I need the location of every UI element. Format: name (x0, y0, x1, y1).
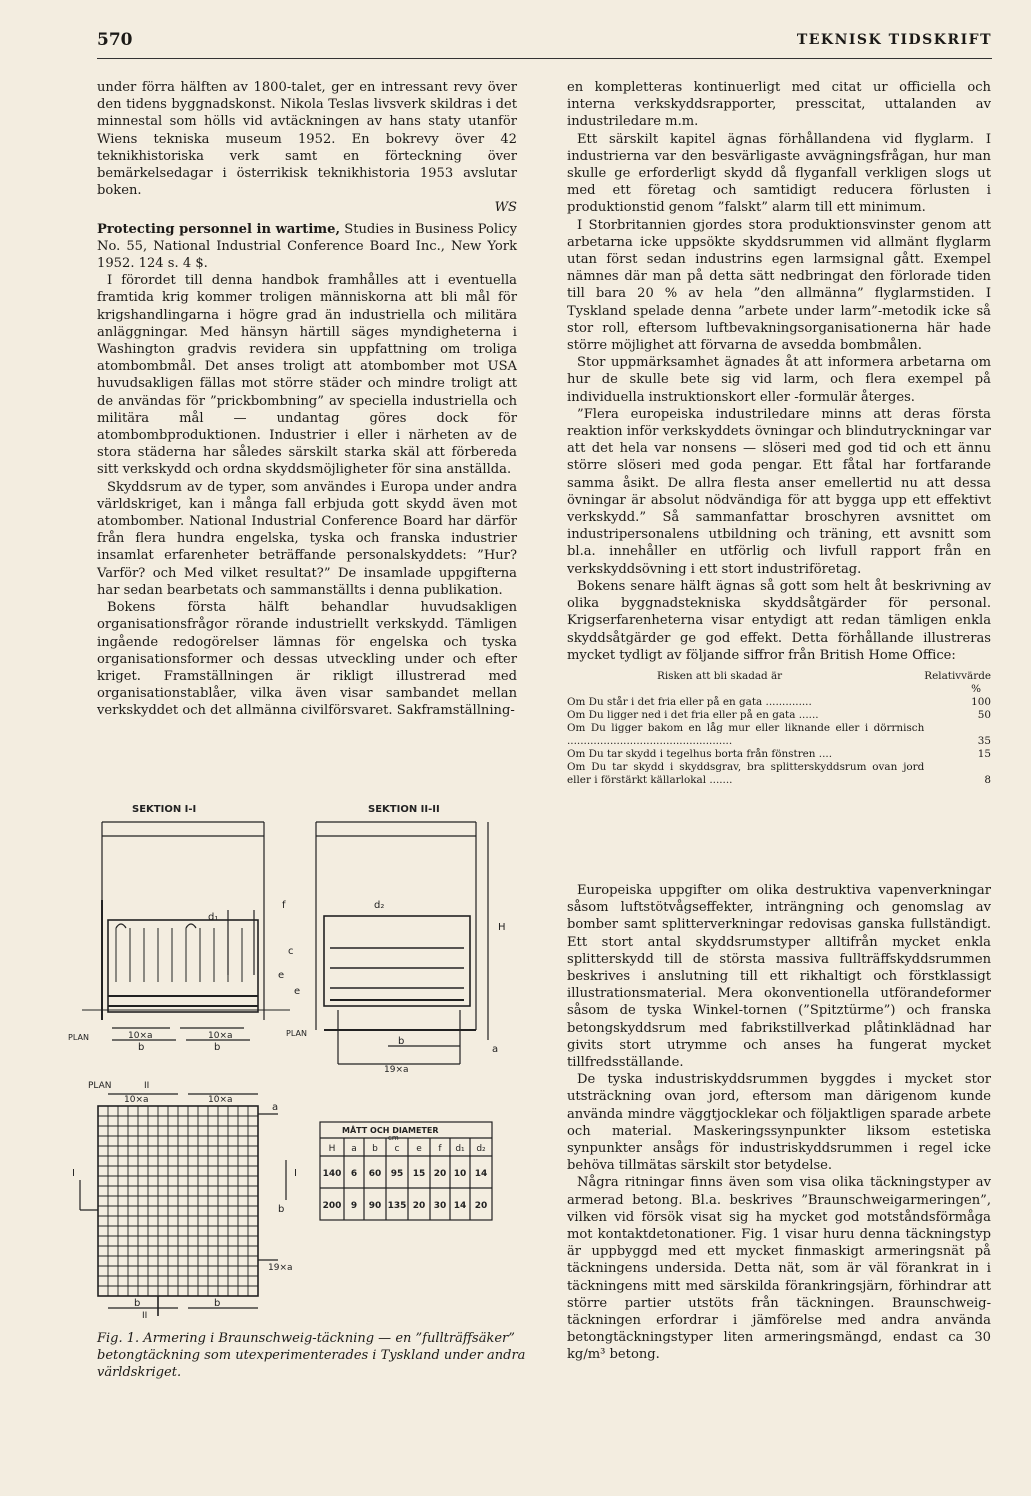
dim-table-cell: 60 (368, 1169, 382, 1179)
table-row (567, 709, 991, 722)
risk-row-label: Om Du tar skydd i skyddsgrav, bra splitterskyddsrum ovan jord eller i förstärkt källarlokal ....... (567, 760, 925, 786)
dim-10a-label-4: 10×a (208, 1095, 233, 1105)
dim-table-title: MÅTT OCH DIAMETER (342, 1126, 439, 1135)
table-row (567, 761, 991, 787)
dim-table-cells (323, 1144, 488, 1211)
review2-title: Protecting personnel in wartime, (97, 221, 341, 237)
paragraph: ”Flera europeiska industriledare minns att deras första reaktion inför verkskyddets övningar och blindutryckningar var att det hela var nonsens — slöseri med god tid och ett ännu större slöseri med goda pengar. Ett fåtal har fortfarande samma åsikt. De allra flesta anser emellertid nu att dessa övningar är absolut nödvändiga för att bygga upp ett effektivt verkskydd.” Så sammanfattar broschyren avsnittet om industripersonalens utbildning och träning, ett avsnitt som bl.a. innehåller en utförlig och livfull rapport från en verkskyddsövning i ett stort industriföretag. (567, 406, 991, 577)
section1-label: SEKTION I-I (132, 804, 197, 815)
dim-table-cell: 14 (474, 1169, 488, 1179)
reinforcement-drawing (68, 800, 530, 1322)
paragraph: Europeiska uppgifter om olika destruktiva vapenverkningar såsom luftstötvågseffekter, inträngning och genomslag av bomber samt splitterverkningar redovisas ganska fullständigt. Ett stort antal skyddsrumstyper alltifrån mycket enkla splitterskydd till de största massiva fullträffskyddsrummen beskrives i anslutning till ett rikhaltigt och förstklassigt illustrationsmaterial. Mera okonventionella utförandeformer såsom de tyska Winkel-tornen (”Spitztürme”) och franska betongskyddsrum med fabrikstillverkad plåtinklädnad har givits stort utrymme och anses ha fungerat mycket tillfredsställande. (567, 883, 991, 1071)
risk-row-label: Om Du ligger ned i det fria eller på en gata ...... (567, 708, 819, 721)
paragraph: Några ritningar finns även som visa olika täckningstyper av armerad betong. Bl.a. beskrives ”Braunschweigarmeringen”, vilken vid försök visat sig ha mycket god motståndsförmåga mot kontaktdetonationer. Fig. 1 visar huru denna täckningstyp är uppbyggd med ett mycket finmaskigt armeringsnät på täckningens undersida. Detta nät, som är väl förankrat in i täckningens mitt med särskilda förankringsjärn, förhindrar att större partier utstöts från täckningen. Braunschweig-täckningen erfordrar i jämförelse med andra använda betongtäckningstyper liten armeringsmängd, endast ca 30 kg/m³ betong. (567, 1175, 991, 1363)
dim-f-label: f (282, 900, 286, 911)
dim-table-cell: 20 (474, 1201, 488, 1211)
dim-table-cell: 9 (350, 1201, 358, 1211)
dim-e-label: e (278, 970, 285, 981)
risk-row-value: 100 (971, 695, 991, 708)
dim-table-header-cell: c (394, 1144, 400, 1154)
review1-signature: WS (494, 200, 517, 216)
figure-1 (68, 800, 530, 1322)
dim-table-cell: 90 (368, 1201, 382, 1211)
page-header (97, 30, 992, 56)
dim-b-label-6: b (214, 1298, 221, 1309)
caption-label: Fig. 1. (97, 1331, 140, 1346)
table-row (567, 722, 991, 748)
dim-c-label: c (288, 946, 294, 957)
dim-10a-label-3: 10×a (124, 1095, 149, 1105)
paragraph: Bokens senare hälft ägnas så gott som helt åt beskrivning av olika byggnadstekniska skyddsåtgärder för personal. Krigserfarenheterna visar entydigt att redan tämligen enkla skyddsåtgärder ge god effekt. Detta förhållande illustreras mycket tydligt av följande siffror från British Home Office: (567, 578, 991, 663)
dim-table-cell: 135 (387, 1201, 407, 1211)
roman-II-label-bottom: II (142, 1311, 148, 1321)
page-number: 570 (97, 30, 133, 50)
risk-row-label: Om Du står i det fria eller på en gata .............. (567, 695, 812, 708)
plan-label-grid: PLAN (88, 1081, 112, 1091)
journal-title: TEKNISK TIDSKRIFT (796, 32, 992, 48)
dim-b-label-3: b (398, 1036, 405, 1047)
dim-a-label-1: a (492, 1044, 499, 1055)
dim-table-header-cell: d₂ (476, 1144, 486, 1154)
review2-heading (97, 221, 517, 273)
roman-I-label-right: I (294, 1168, 297, 1179)
roman-I-label-left: I (72, 1168, 75, 1179)
dim-table-cell: 10 (453, 1169, 467, 1179)
dim-b-label-5: b (134, 1298, 141, 1309)
risk-header-label: Risken att bli skadad är (657, 669, 783, 682)
risk-table (567, 670, 991, 787)
right-column-top (567, 79, 991, 787)
header-rule (97, 58, 992, 59)
risk-row-value: 8 (984, 773, 991, 786)
risk-header-unit: % (971, 682, 981, 695)
risk-row-value: 35 (977, 734, 991, 747)
review1-tail: under förra hälften av 1800-talet, ger en intressant revy över den tidens byggnadskonst. Nikola Teslas livsverk skildras i det minnestal som hölls vid avtäckningen av hans staty utanför Wiens tekniska museum 1952. En bokrevy över 42 teknikhistoriska verk samt en förteckning över bemärkelsedagar i österrikisk teknikhistoria 1953 avslutar boken. (97, 80, 517, 199)
figure-caption (97, 1330, 531, 1381)
dim-table-cell: 95 (390, 1169, 404, 1179)
paragraph: Ett särskilt kapitel ägnas förhållandena vid flyglarm. I industrierna var den besvärligaste avvägningsfrågan, hur man skulle ge erforderligt skydd då flyganfall verkligen slogs ut med ett företag och samtidigt reducera förlusten i produktionstid genom ”falskt” alarm till ett minimum. (567, 131, 991, 216)
paragraph: I förordet till denna handbok framhålles att i eventuella framtida krig kommer troligen människorna att bli mål för krigshandlingarna i högre grad än industriella och militära anläggningar. Med hänsyn härtill säges myndigheterna i Washington gradvis revidera sin uppfattning om troliga atombombmål. Det anses troligt att atombomber mot USA huvudsakligen fällas mot större städer och mindre troligt att de användas för ”prickbombning” av speciella industriella och militära mål — undantag göres dock för atombombproduktionen. Industrier i eller i närheten av de stora städerna har således särskilt starka skäl att förbereda sitt verkskydd och ordna skyddsmöjligheter för sina anställda. (97, 273, 517, 478)
table-row (567, 748, 991, 761)
dim-table-cell: 14 (453, 1201, 467, 1211)
plan-label-section2: PLAN (286, 1029, 307, 1038)
dim-a-label-2: a (272, 1102, 279, 1113)
dim-table-header-cell: e (416, 1144, 422, 1154)
dim-19a-label-2: 19×a (268, 1263, 293, 1273)
dim-table-cell: 15 (412, 1169, 426, 1179)
dim-table-header-cell: d₁ (455, 1144, 465, 1154)
right-column-bottom (567, 882, 991, 1364)
risk-header-value: Relativvärde (924, 669, 991, 682)
dim-19a-label-1: 19×a (384, 1065, 409, 1075)
dim-table-cell: 200 (322, 1201, 342, 1211)
risk-row-value: 15 (977, 747, 991, 760)
dim-table-cell: 30 (433, 1201, 447, 1211)
dim-table-unit: cm (388, 1134, 399, 1142)
caption-text: Armering i Braunschweig-täckning — en ”fullträffsäker” betongtäckning som utexperimenterades i Tyskland under andra världskriget. (97, 1331, 526, 1380)
dim-table-header-cell: b (372, 1144, 378, 1154)
risk-row-label: Om Du ligger bakom en låg mur eller liknande eller i dörrnisch .................................................. (567, 721, 925, 747)
dim-table-header-cell: f (438, 1144, 442, 1154)
paragraph: Stor uppmärksamhet ägnades åt att informera arbetarna om hur de skulle bete sig vid larm, och flera exempel på individuella instruktionskort eller -formulär återges. (567, 355, 991, 405)
paragraph: en kompletteras kontinuerligt med citat ur officiella och interna verkskyddsrapporter, presscitat, uttalanden av industriledare m.m. (567, 80, 991, 130)
paragraph: De tyska industriskyddsrummen byggdes i mycket stor utsträckning ovan jord, eftersom man därigenom kunde använda mindre väggtjocklekar och följaktligen sparade arbete och material. Maskeringssynpunkter liksom estetiska synpunkter ansågs för industriskyddsrummen i regel icke behöva tillmätas särskilt stor betydelse. (567, 1072, 991, 1174)
dim-d1-label: d₁ (208, 912, 219, 923)
dim-d2-label: d₂ (374, 900, 385, 911)
dim-10a-label-1: 10×a (128, 1031, 153, 1041)
paragraph: Skyddsrum av de typer, som användes i Europa under andra världskriget, kan i många fall erbjuda gott skydd även mot atombomber. National Industrial Conference Board har därför från flera hundra engelska, tyska och franska industrier insamlat erfarenheter beträffande personalskyddets: ”Hur? Varför? och Med vilket resultat?” De insamlade uppgifterna har sedan bearbetats och sammanställts i denna publikation. (97, 479, 517, 598)
dim-table-cell: 20 (433, 1169, 447, 1179)
left-column (97, 79, 517, 720)
dim-table-cell: 140 (322, 1169, 342, 1179)
risk-row-value: 50 (977, 708, 991, 721)
dim-b-label-1: b (138, 1042, 145, 1053)
dim-b-label-2: b (214, 1042, 221, 1053)
dim-table-header-cell: a (351, 1144, 357, 1154)
dim-H-label: H (498, 922, 506, 933)
dim-b-label-4: b (278, 1204, 285, 1215)
section2-label: SEKTION II-II (368, 804, 440, 815)
risk-table-header (567, 670, 991, 683)
dim-e2-label: e (294, 986, 301, 997)
risk-row-label: Om Du tar skydd i tegelhus borta från fönstren .... (567, 747, 833, 760)
roman-II-label-top: II (144, 1081, 150, 1091)
dim-table-cell: 20 (412, 1201, 426, 1211)
paragraph: I Storbritannien gjordes stora produktionsvinster genom att arbetarna icke uppsökte skyddsrummen vid allmänt flyglarm utan först sedan industrins egen larmsignal gått. Exempel nämnes där man på detta sätt nedbringat den förlorade tiden till bara 20 % av hela ”den allmänna” flyglarmstiden. I Tyskland spelade denna ”arbete under larm”-metodik icke så stor roll, eftersom luftbevakningsorganisationerna här hade större möjlighet att förvarna de avsedda bombmålen. (567, 217, 991, 354)
dim-table-header-cell: H (328, 1144, 336, 1154)
dim-table-cell: 6 (350, 1169, 358, 1179)
paragraph: Bokens första hälft behandlar huvudsakligen organisationsfrågor rörande industriellt verkskydd. Tämligen ingående redogörelser lämnas för engelska och tyska organisationsformer och dessas utveckling under och efter kriget. Framställningen är rikligt illustrerad med organisationstablåer, vilka även visar sambandet mellan verkskyddet och det allmänna civilförsvaret. Sakframställning- (97, 600, 517, 719)
dim-10a-label-2: 10×a (208, 1031, 233, 1041)
plan-label-section1: PLAN (68, 1033, 89, 1042)
table-row (567, 696, 991, 709)
review2-citation: Studies in Business Policy No. 55, National Industrial Conference Board Inc., New York 1952. 124 s. 4 $. (97, 221, 517, 272)
